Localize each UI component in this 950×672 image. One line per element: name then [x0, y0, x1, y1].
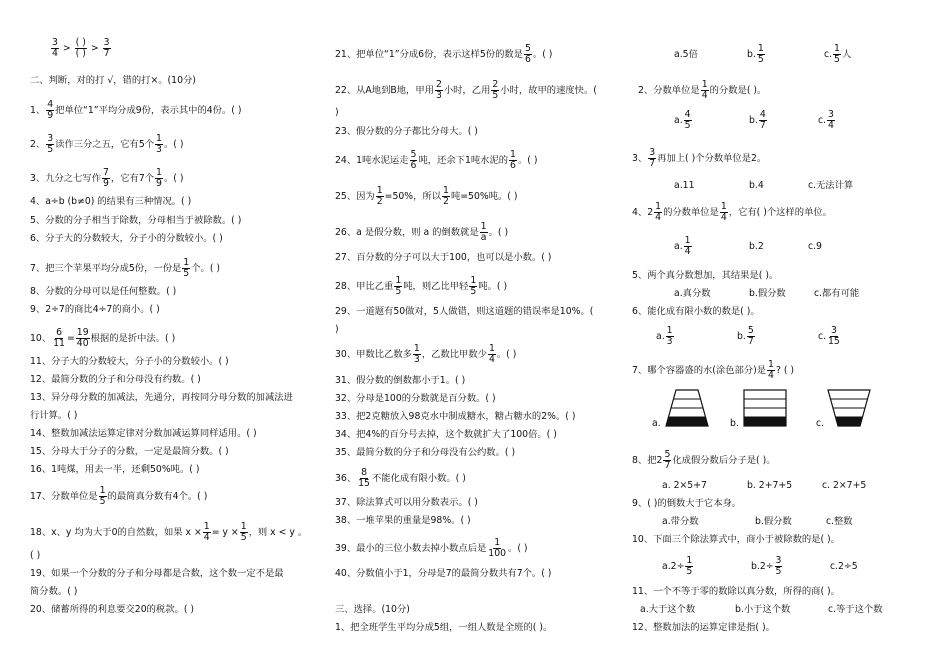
- choice-3: 3、 $\frac{3}{7}$ 再加上( )个分数单位是2。: [632, 147, 767, 169]
- choice-8-options: a. 2×5+7 b. 2+7+5 c. 2×7+5: [662, 480, 867, 491]
- choice-11-options: a.大于这个数 b.小于这个数 c.等于这个数: [640, 604, 883, 615]
- question-33: 33、把2克糖放入98克水中制成糖水，糖占糖水的2%。( ): [335, 411, 576, 422]
- question-22: 22、从A地到B地，甲用 $\frac{2}{3}$ 小时，乙用 $\frac{2}{5}$ 小时，故甲的速度快。(: [335, 79, 597, 101]
- choice-6-options: a. $\frac{1}{3}$ b. $\frac{5}{7}$ c. $\frac{3}{15}$: [656, 325, 840, 347]
- question-15: 15、分母大于分子的分数，一定是最简分数。( ): [30, 446, 229, 457]
- question-37: 37、除法算式可以用分数表示。( ): [335, 497, 478, 508]
- choice-1: 1、把全班学生平均分成5组，一组人数是全班的( )。: [335, 622, 553, 633]
- question-8: 8、分数的分母可以是任何整数。( ): [30, 286, 177, 297]
- question-6: 6、分子大的分数较大，分子小的分数较小。( ): [30, 233, 223, 244]
- question-20: 20、储蓄所得的利息要交20的税款。( ): [30, 604, 195, 615]
- choice-9-options: a.带分数 b.假分数 c.整数: [662, 516, 853, 527]
- question-28: 28、甲比乙重 $\frac{1}{5}$ 吨，则乙比甲轻 $\frac{1}{5}$ 吨。( ): [335, 275, 508, 297]
- container-b-label: b.: [730, 418, 739, 429]
- question-1: 1、 $\frac{4}{9}$ 把单位“1”平均分成9份，表示其中的4份。( ): [30, 99, 242, 121]
- container-a-label: a.: [652, 418, 661, 429]
- container-c-inverted-trapezoid[interactable]: [826, 388, 872, 428]
- choice-6: 6、能化成有限小数的数是( )。: [632, 306, 760, 317]
- question-24: 24、1吨水泥运走 $\frac{5}{6}$ 吨，还余下1吨水泥的 $\frac{1}{6}$ 。( ): [335, 149, 538, 171]
- question-7: 7、把三个苹果平均分成5份，一份是 $\frac{1}{5}$ 个。( ): [30, 257, 221, 279]
- fraction: $\frac{3}{4}$: [52, 37, 58, 59]
- question-10: 10、 $\frac{6}{11}$ = $\frac{19}{40}$ 根据的是折中法。( ): [30, 327, 176, 349]
- question-5: 5、分数的分子相当于除数，分母相当于被除数。( ): [30, 215, 242, 226]
- choice-12: 12、整数加法的运算定律是指( )。: [632, 622, 775, 633]
- question-34: 34、把4%的百分号去掉，这个数就扩大了100倍。( ): [335, 429, 557, 440]
- choice-7: 7、哪个容器盛的水(涂色部分)是 $\frac{1}{4}$ ? ( ): [632, 359, 795, 381]
- container-b-rectangle[interactable]: [742, 388, 788, 428]
- question-31: 31、假分数的倒数都小于1。( ): [335, 375, 466, 386]
- choice-1-options: a.5倍 b. $\frac{1}{5}$ c. $\frac{1}{5}$ 人: [674, 43, 852, 65]
- compare-expression: $\frac{3}{4}$ > $\frac{( )}{( )}$ > $\frac{3}{7}$: [52, 37, 110, 59]
- choice-4: 4、2 $\frac{1}{4}$ 的分数单位是 $\frac{1}{4}$ ，它有( )个这样的单位。: [632, 201, 832, 223]
- choice-9: 9、( )的倒数大于它本身。: [632, 498, 742, 509]
- question-26: 26、a 是假分数，则 a 的倒数就是 $\frac{1}{a}$ 。( ): [335, 221, 509, 243]
- question-19-cont: 简分数。( ): [30, 586, 78, 597]
- question-11: 11、分子大的分数较大，分子小的分数较小。( ): [30, 356, 229, 367]
- choice-3-options: a.11 b.4 c.无法计算: [674, 180, 854, 191]
- choice-4-options: a. $\frac{1}{4}$ b.2 c.9: [674, 235, 822, 257]
- question-39: 39、最小的三位小数去掉小数点后是 $\frac{1}{100}$ 。( ): [335, 537, 528, 559]
- question-18: 18、x、y 均为大于0的自然数，如果 x × $\frac{1}{4}$ = y × $\frac{1}{5}$ ，则 x < y 。: [30, 521, 308, 543]
- question-35: 35、最简分数的分子和分母没有公约数。( ): [335, 447, 516, 458]
- question-40: 40、分数值小于1，分母是7的最简分数共有7个。( ): [335, 568, 552, 579]
- blank-fraction[interactable]: $\frac{( )}{( )}$: [75, 37, 86, 59]
- question-18-cont: ( ): [30, 550, 41, 561]
- question-32: 32、分母是100的分数就是百分数。( ): [335, 393, 496, 404]
- choice-8: 8、把2 $\frac{5}{7}$ 化成假分数后分子是( )。: [632, 449, 776, 471]
- container-a-trapezoid[interactable]: [664, 388, 710, 428]
- question-22-cont: ): [335, 107, 339, 118]
- choice-5-options: a.真分数 b.假分数 c.都有可能: [674, 288, 860, 299]
- question-23: 23、假分数的分子都比分母大。( ): [335, 126, 478, 137]
- fraction: $\frac{3}{7}$: [103, 37, 110, 59]
- question-30: 30、甲数比乙数多 $\frac{1}{3}$ ，乙数比甲数少 $\frac{1}{4}$ 。( ): [335, 343, 517, 365]
- choice-10: 10、下面三个除法算式中，商小于被除数的是( )。: [632, 534, 840, 545]
- question-2: 2、 $\frac{3}{5}$ 读作三分之五，它有5个 $\frac{1}{3}$ 。( ): [30, 133, 184, 155]
- choice-11: 11、一个不等于零的数除以真分数，所得的商( )。: [632, 586, 840, 597]
- question-13: 13、异分母分数的加减法，先通分，再按同分母分数的加减法进: [30, 392, 293, 403]
- question-17: 17、分数单位是 $\frac{1}{5}$ 的最简真分数有4个。( ): [30, 485, 208, 507]
- question-16: 16、1吨煤，用去一半，还剩50%吨。( ): [30, 464, 200, 475]
- section-3-title: 三、选择。(10分): [335, 604, 410, 615]
- container-c-label: c.: [816, 418, 825, 429]
- question-25: 25、因为 $\frac{1}{2}$ =50%，所以 $\frac{1}{2}$ 吨=50%吨。( ): [335, 185, 518, 207]
- section-2-title: 二、判断，对的打 √，错的打×。(10分): [30, 75, 196, 86]
- question-9: 9、2÷7的商比4÷7的商小。( ): [30, 304, 160, 315]
- question-14: 14、整数加减法运算定律对分数加减运算同样适用。( ): [30, 428, 257, 439]
- question-38: 38、一堆苹果的重量是98%。( ): [335, 515, 471, 526]
- choice-2-options: a. $\frac{4}{5}$ b. $\frac{4}{7}$ c. $\frac{3}{4}$: [674, 109, 834, 131]
- question-36: 36、 $\frac{8}{15}$ 不能化成有限小数。( ): [335, 467, 466, 489]
- question-12: 12、最简分数的分子和分母没有约数。( ): [30, 374, 201, 385]
- question-19: 19、如果一个分数的分子和分母都是合数，这个数一定不是最: [30, 568, 284, 579]
- choice-5: 5、两个真分数想加，其结果是( )。: [632, 270, 779, 281]
- question-21: 21、把单位“1”分成6份，表示这样5份的数是 $\frac{5}{6}$ 。( ): [335, 43, 553, 65]
- question-29: 29、一道题有50做对，5人做错，则这道题的错误率是10%。(: [335, 306, 594, 317]
- question-27: 27、百分数的分子可以大于100，也可以是小数。( ): [335, 252, 552, 263]
- question-3: 3、九分之七写作 $\frac{7}{9}$ ，它有7个 $\frac{1}{9}$ 。( ): [30, 167, 184, 189]
- question-13-cont: 行计算。( ): [30, 410, 78, 421]
- choice-10-options: a.2÷ $\frac{1}{5}$ b.2÷ $\frac{3}{5}$ c.2÷5: [662, 555, 858, 577]
- question-4: 4、a÷b (b≠0) 的结果有三种情况。( ): [30, 196, 192, 207]
- choice-2: 2、分数单位是 $\frac{1}{4}$ 的分数是( )。: [638, 79, 767, 101]
- question-29-cont: ): [335, 324, 339, 335]
